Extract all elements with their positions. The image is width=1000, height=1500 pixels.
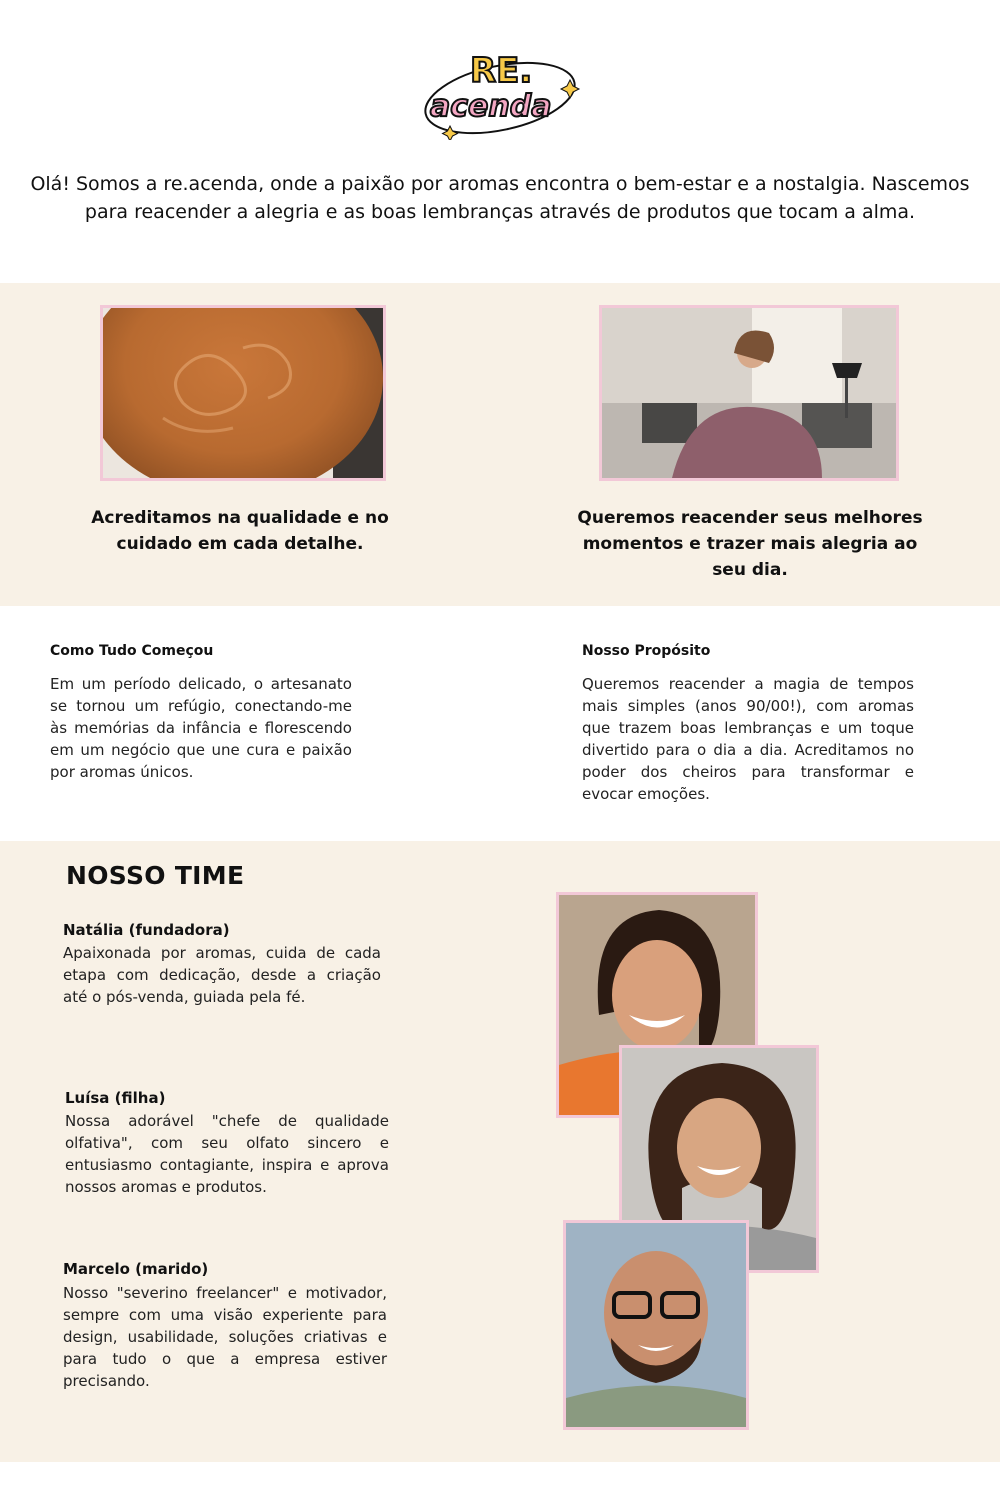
brand-logo [420, 40, 582, 140]
highlights-section [0, 283, 1000, 606]
quality-caption: Acreditamos na qualidade e no cuidado em cada detalhe. [91, 508, 389, 554]
woman-on-sofa-photo [599, 305, 899, 481]
purpose-body: Queremos reacender a magia de tempos mais simples (anos 90/00!), com aromas que trazem boas lembranças e um toque divertido para o dia a dia. Acreditamos no poder dos cheiros para transformar e evocar emoções. [582, 675, 914, 803]
member-name-natalia: Natália (fundadora) [63, 921, 230, 939]
purpose-title: Nosso Propósito [582, 643, 711, 659]
member-desc-marcelo: Nosso "severino freelancer" e motivador, sempre com uma visão experiente para design, usabilidade, soluções criativas e para tudo o que a empresa estiver precisando. [63, 1284, 387, 1390]
origin-title: Como Tudo Começou [50, 643, 214, 659]
origin-body: Em um período delicado, o artesanato se tornou um refúgio, conectando-me às memórias da infância e florescendo em um negócio que une cura e paixão por aromas únicos. [50, 675, 352, 781]
team-title: NOSSO TIME [66, 861, 245, 890]
member-name-marcelo: Marcelo (marido) [63, 1260, 209, 1278]
member-name-luisa: Luísa (filha) [65, 1089, 166, 1107]
reacenda-logo-icon [420, 40, 582, 140]
moments-caption: Queremos reacender seus melhores momentos e trazer mais alegria ao seu dia. [577, 508, 923, 580]
member-desc-natalia: Apaixonada por aromas, cuida de cada etapa com dedicação, desde a criação até o pós-venda, guiada pela fé. [63, 944, 381, 1006]
intro-text: Olá! Somos a re.acenda, onde a paixão por aromas encontra o bem-estar e a nostalgia. Nascemos para reacender a alegria e as boas lembranças através de produtos que tocam a alma. [30, 173, 970, 223]
team-section [0, 841, 1000, 1462]
member-desc-luisa: Nossa adorável "chefe de qualidade olfativa", com seu olfato sincero e entusiasmo contagiante, inspira e aprova nossos aromas e produtos. [65, 1112, 389, 1196]
melted-wax-photo [100, 305, 386, 481]
svg-text:RE.: RE. [470, 51, 533, 91]
marcelo-portrait [563, 1220, 749, 1430]
svg-text:acenda: acenda [430, 89, 552, 124]
